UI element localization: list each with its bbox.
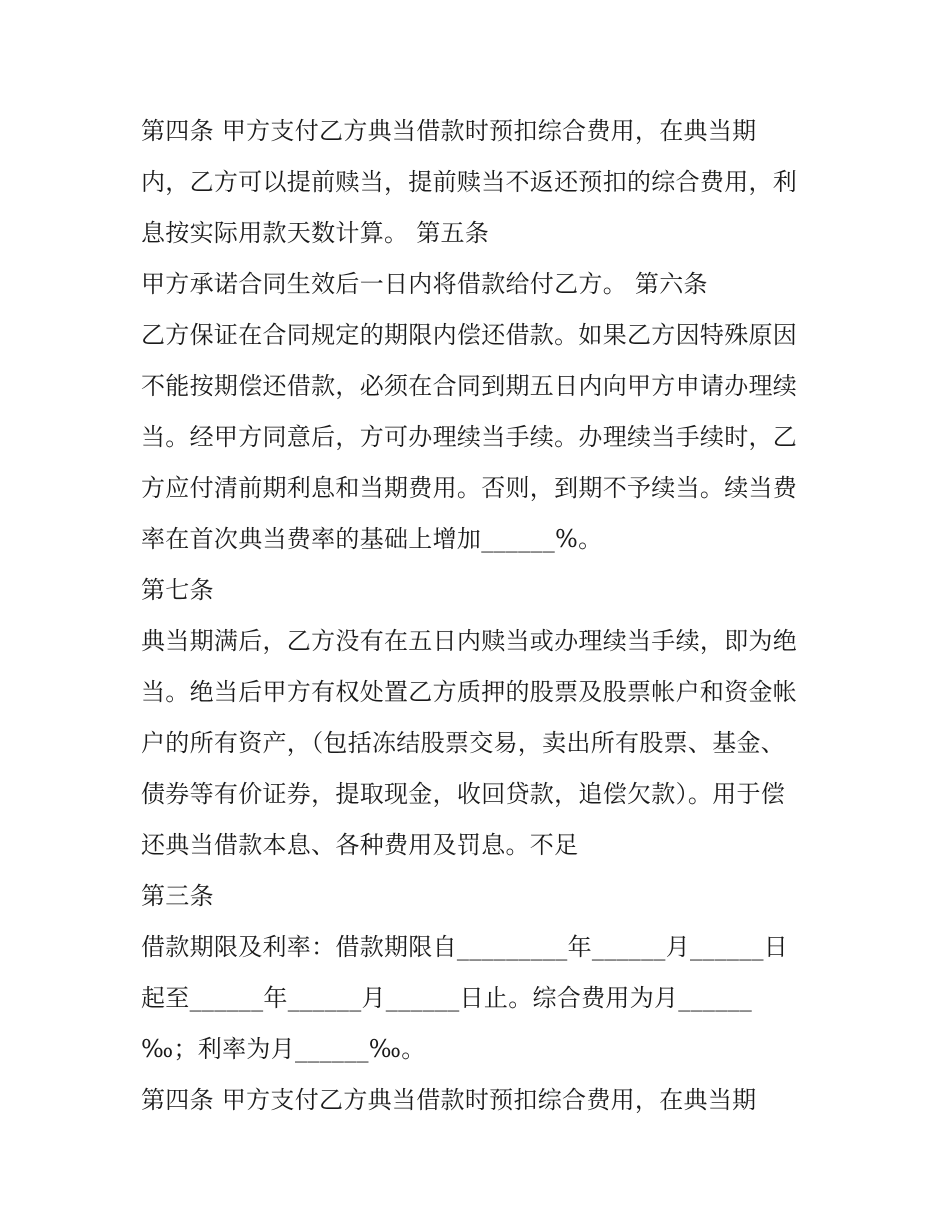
text-line: 内，乙方可以提前赎当，提前赎当不返还预扣的综合费用，利 xyxy=(141,168,798,196)
section-heading: 第七条 xyxy=(141,576,214,604)
text-line: 息按实际用款天数计算。 第五条 xyxy=(141,219,490,247)
text-line: 户的所有资产，（包括冻结股票交易，卖出所有股票、基金、 xyxy=(141,729,786,757)
document-page xyxy=(141,106,831,1126)
text-line: 借款期限及利率：借款期限自_________年______月______日 xyxy=(141,933,789,961)
text-line: 起至______年______月______日止。综合费用为月______ xyxy=(141,984,753,1012)
text-line: 甲方承诺合同生效后一日内将借款给付乙方。 第六条 xyxy=(141,270,708,298)
text-line: 不能按期偿还借款，必须在合同到期五日内向甲方申请办理续 xyxy=(141,372,798,400)
text-line: 率在首次典当费率的基础上增加______%。 xyxy=(141,525,603,553)
text-line: 方应付清前期利息和当期费用。否则，到期不予续当。续当费 xyxy=(141,474,798,502)
text-line: 乙方保证在合同规定的期限内偿还借款。如果乙方因特殊原因 xyxy=(141,321,798,349)
text-line: 第四条 甲方支付乙方典当借款时预扣综合费用，在典当期 xyxy=(141,117,757,145)
text-line: 债券等有价证券，提取现金，收回贷款，追偿欠款）。用于偿 xyxy=(141,780,786,808)
text-line: 还典当借款本息、各种费用及罚息。不足 xyxy=(141,831,579,859)
section-heading: 第三条 xyxy=(141,882,214,910)
text-line: 第四条 甲方支付乙方典当借款时预扣综合费用，在典当期 xyxy=(141,1086,757,1114)
text-line: 当。经甲方同意后，方可办理续当手续。办理续当手续时，乙 xyxy=(141,423,798,451)
text-line: 当。绝当后甲方有权处置乙方质押的股票及股票帐户和资金帐 xyxy=(141,678,798,706)
text-line: ‰；利率为月______‰。 xyxy=(141,1035,426,1063)
text-line: 典当期满后，乙方没有在五日内赎当或办理续当手续，即为绝 xyxy=(141,627,798,655)
